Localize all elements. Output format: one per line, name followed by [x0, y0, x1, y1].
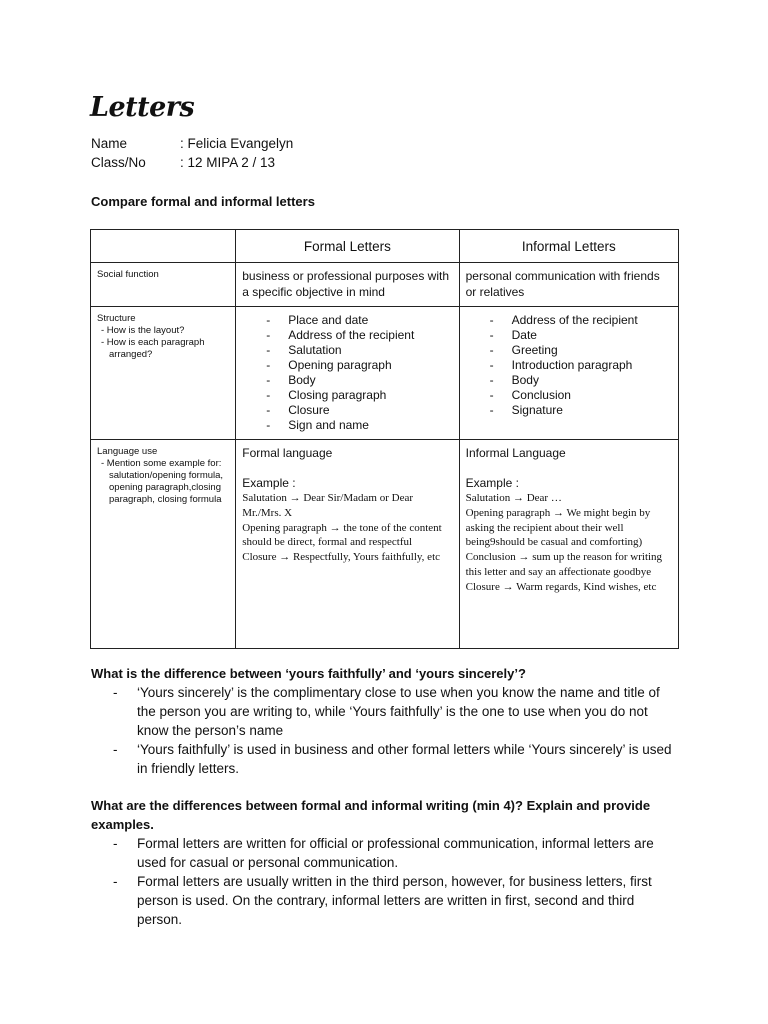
class-value: : 12 MIPA 2 / 13 — [180, 155, 276, 170]
formal-line: Salutation → Dear Sir/Madam or Dear Mr./Mrs. X — [242, 492, 413, 519]
structure-sub-item: - How is each paragraph arranged? — [101, 337, 205, 360]
list-item: - Closure — [266, 403, 454, 418]
formal-line: Closure → Respectfully, Yours faithfully, etc — [242, 551, 441, 564]
header-formal: Formal Letters — [236, 230, 459, 263]
language-sublist — [97, 458, 229, 506]
language-formal — [236, 440, 459, 649]
informal-line: Salutation → Dear … — [465, 492, 562, 504]
formal-example-label: Example : — [242, 475, 296, 490]
list-item: - ‘Yours faithfully’ is used in business and other formal letters while ‘Yours sincerely’ is used in friendly letters. — [91, 740, 681, 778]
compare-heading: Compare formal and informal letters — [91, 194, 315, 209]
informal-example-label: Example : — [465, 475, 519, 490]
class-label: Class/No — [91, 155, 146, 170]
informal-language-title: Informal Language — [465, 446, 566, 460]
list-item: - Introduction paragraph — [490, 358, 674, 373]
structure-informal — [459, 307, 678, 440]
list-item: - Formal letters are written for official or professional communication, informal letters are used for casual or personal communication. — [91, 834, 681, 872]
structure-informal-list — [464, 313, 674, 418]
structure-formal-list — [240, 313, 454, 433]
list-item: - Opening paragraph — [266, 358, 454, 373]
class-row — [91, 155, 275, 170]
list-item: - Greeting — [490, 343, 674, 358]
name-row — [91, 136, 293, 151]
header-empty — [91, 230, 236, 263]
list-item: - Place and date — [266, 313, 454, 328]
social-informal: personal communication with friends or relatives — [459, 263, 678, 307]
structure-title: Structure — [97, 313, 136, 324]
list-item: - Sign and name — [266, 418, 454, 433]
list-item: - Address of the recipient — [266, 328, 454, 343]
structure-formal — [236, 307, 459, 440]
question-2: What are the differences between formal and informal writing (min 4)? Explain and provide examples. — [91, 798, 651, 832]
list-item: - Signature — [490, 403, 674, 418]
question-1-section — [91, 664, 681, 778]
list-item: - Closing paragraph — [266, 388, 454, 403]
informal-line: Opening paragraph → We might begin by asking the recipient about their well being9should be casual and comforting) — [465, 506, 651, 549]
language-informal — [459, 440, 678, 649]
informal-line: Closure → Warm regards, Kind wishes, etc — [465, 580, 657, 593]
structure-sublist — [97, 325, 229, 361]
table-row-social — [91, 263, 679, 307]
list-item: - ‘Yours sincerely’ is the complimentary close to use when you know the name and title of the person you are writing to, while ‘Yours faithfully’ is the one to use when you do not know the person’s name — [91, 683, 681, 740]
language-sub-item: - Mention some example for: salutation/opening formula, opening paragraph,closing paragraph, closing formula — [101, 458, 224, 505]
table-row-language — [91, 440, 679, 649]
structure-label — [91, 307, 236, 440]
list-item: - Address of the recipient — [490, 313, 674, 328]
table-header-row — [91, 230, 679, 263]
answer-2-list — [91, 834, 681, 929]
table-row-structure — [91, 307, 679, 440]
language-title: Language use — [97, 446, 158, 457]
structure-sub-item: - How is the layout? — [101, 325, 185, 336]
list-item: - Date — [490, 328, 674, 343]
social-label: Social function — [91, 263, 236, 307]
formal-language-title: Formal language — [242, 446, 333, 460]
name-value: : Felicia Evangelyn — [180, 136, 294, 151]
name-label: Name — [91, 136, 128, 151]
answer-1-list — [91, 683, 681, 778]
page-title: Letters — [90, 92, 195, 123]
question-2-section — [91, 796, 681, 929]
question-1: What is the difference between ‘yours faithfully’ and ‘yours sincerely’? — [91, 666, 526, 681]
social-formal: business or professional purposes with a specific objective in mind — [236, 263, 459, 307]
formal-line: Opening paragraph → the tone of the content should be direct, formal and respectful — [242, 521, 442, 549]
list-item: - Salutation — [266, 343, 454, 358]
list-item: - Conclusion — [490, 388, 674, 403]
informal-line: Conclusion → sum up the reason for writing this letter and say an affectionate goodbye — [465, 551, 663, 578]
language-label — [91, 440, 236, 649]
list-item: - Formal letters are usually written in the third person, however, for business letters, first person is used. On the contrary, informal letters are written in first, second and third person. — [91, 872, 681, 929]
list-item: - Body — [266, 373, 454, 388]
header-informal: Informal Letters — [459, 230, 678, 263]
list-item: - Body — [490, 373, 674, 388]
comparison-table — [90, 229, 679, 649]
